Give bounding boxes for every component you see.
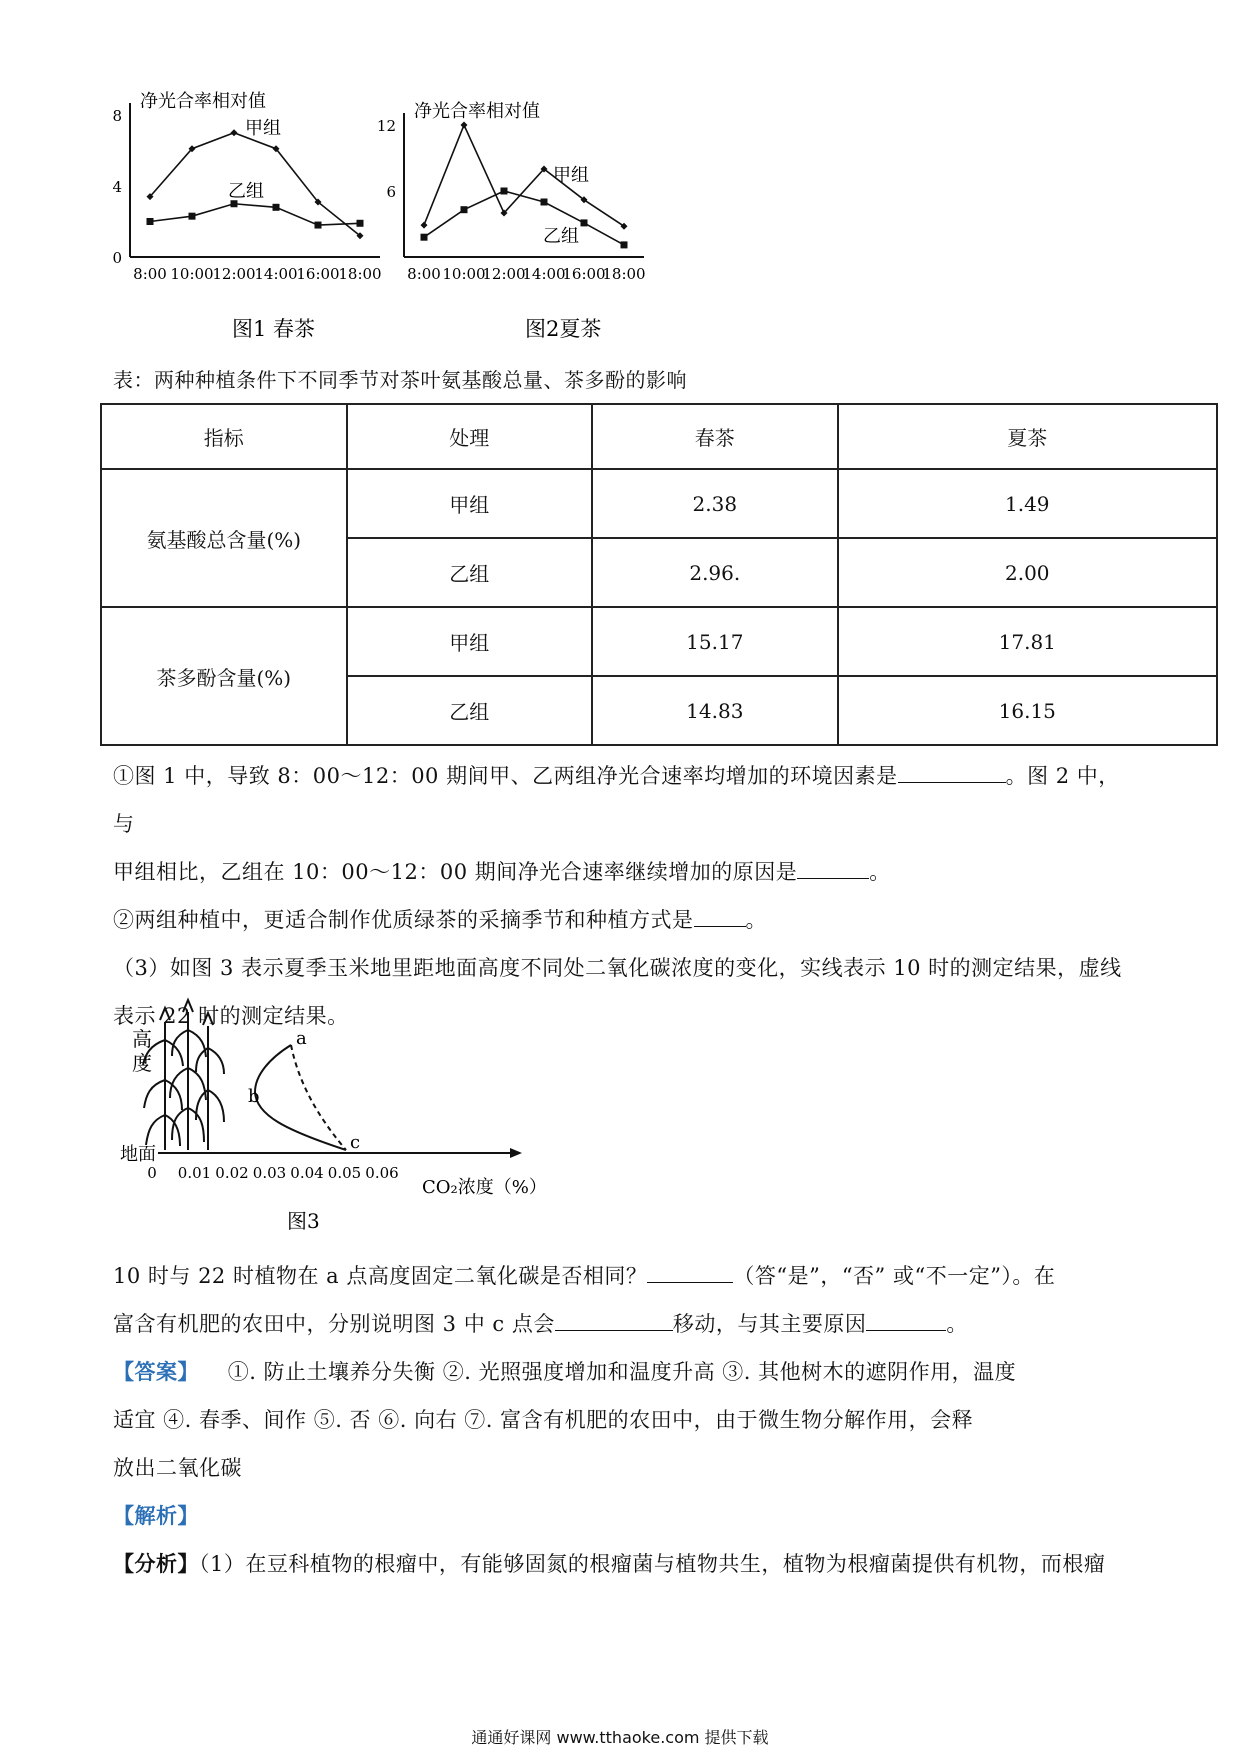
table-cell: 15.17 [592, 607, 838, 676]
fig3-y-label-2: 度 [132, 1051, 152, 1075]
table-cell: 2.96. [592, 538, 838, 607]
fig1-caption: 图1 春茶 [232, 317, 316, 341]
header-summer: 夏茶 [838, 404, 1217, 469]
answer-blank-4[interactable] [647, 1264, 733, 1283]
table-cell: 乙组 [347, 676, 593, 745]
table-cell: 2.00 [838, 538, 1217, 607]
data-point [315, 222, 322, 229]
fig3-x-tick: 0.05 [327, 1164, 362, 1182]
data-point [147, 218, 154, 225]
footer-text: 通通好课网 www.tthaoke.com 提供下载 [471, 1728, 769, 1747]
data-point [357, 220, 364, 227]
q4-text-b: （答“是”，“否” 或“不一定”）。在 [733, 1264, 1056, 1288]
x-tick-label: 18:00 [602, 265, 646, 283]
q4-text-d: 移动，与其主要原因 [672, 1312, 867, 1336]
series-line-1 [150, 204, 360, 225]
data-point [581, 219, 588, 226]
q4-text-a: 10 时与 22 时植物在 a 点高度固定二氧化碳是否相同？ [113, 1264, 648, 1288]
data-point [501, 188, 508, 195]
data-point [621, 241, 628, 248]
answer-line-3: 放出二氧化碳 [113, 1456, 242, 1480]
q1-text-a: ①图 1 中，导致 8：00～12：00 期间甲、乙两组净光合速率均增加的环境因素是 [113, 764, 898, 788]
fig3-x-label: CO₂浓度（%） [422, 1177, 547, 1198]
x-tick-label: 18:00 [338, 265, 382, 283]
table-cell: 16.15 [838, 676, 1217, 745]
y-tick-label: 8 [112, 107, 122, 125]
table-cell: 14.83 [592, 676, 838, 745]
fig3-x-tick: 0.02 [215, 1164, 249, 1182]
data-point [461, 206, 468, 213]
y-axis-label: 净光合率相对值 [140, 91, 266, 112]
header-treatment: 处理 [347, 404, 593, 469]
x-tick-label: 12:00 [212, 265, 256, 283]
figure-2-chart [376, 92, 720, 342]
q2-text: ②两组种植中，更适合制作优质绿茶的采摘季节和种植方式是 [113, 908, 694, 932]
question-1 [113, 752, 1128, 1040]
series-line-0 [424, 125, 624, 226]
fig3-y-label-1: 高 [132, 1027, 152, 1051]
data-point [273, 204, 280, 211]
fig3-axis-arrow [510, 1148, 522, 1158]
fig3-point-a: a [296, 1028, 307, 1049]
x-tick-label: 14:00 [254, 265, 298, 283]
x-tick-label: 10:00 [442, 265, 486, 283]
answer-blank-3[interactable] [694, 908, 746, 927]
x-tick-label: 12:00 [482, 265, 526, 283]
data-point [189, 213, 196, 220]
answer-blank-5[interactable] [555, 1312, 673, 1331]
fig3-x-tick: 0.01 [177, 1164, 212, 1182]
table-cell: 甲组 [347, 469, 593, 538]
q1-text-c: 甲组相比，乙组在 10：00～12：00 期间净光合速率继续增加的原因是 [113, 860, 798, 884]
answer-tag: 【答案】 [113, 1359, 199, 1384]
x-tick-label: 14:00 [522, 265, 566, 283]
table-cell: 甲组 [347, 607, 593, 676]
figure-3-diagram [110, 1000, 610, 1240]
q1-text-b: 。图 2 中，与 [113, 764, 1120, 836]
series-label-0: 甲组 [553, 165, 589, 186]
series-label-0: 甲组 [245, 118, 281, 139]
series-label-1: 乙组 [543, 226, 579, 247]
amino-acid-label: 氨基酸总含量(%) [101, 469, 347, 607]
answer-blank-6[interactable] [866, 1312, 946, 1331]
figure-1-chart [110, 92, 420, 342]
table-cell: 乙组 [347, 538, 593, 607]
x-tick-label: 8:00 [407, 265, 441, 283]
table-cell: 17.81 [838, 607, 1217, 676]
y-axis-label: 净光合率相对值 [414, 101, 540, 122]
y-tick-label: 4 [112, 178, 122, 196]
data-point [421, 234, 428, 241]
answer-blank-2[interactable] [797, 860, 869, 879]
fig3-point-b: b [248, 1086, 260, 1107]
header-spring: 春茶 [592, 404, 838, 469]
x-tick-label: 16:00 [562, 265, 606, 283]
analysis-tag: 【解析】 [113, 1503, 199, 1528]
answer-line-1: ①. 防止土壤养分失衡 ②. 光照强度增加和温度升高 ③. 其他树木的遮阴作用，温度 [227, 1360, 1017, 1384]
fig3-caption: 图3 [287, 1209, 320, 1233]
header-indicator: 指标 [101, 404, 347, 469]
data-point [461, 122, 468, 129]
fig2-caption: 图2夏茶 [525, 317, 602, 341]
data-point [231, 129, 238, 136]
series-label-1: 乙组 [228, 181, 264, 202]
q3-line-1: （3）如图 3 表示夏季玉米地里距地面高度不同处二氧化碳浓度的变化，实线表示 10 时的测定结果，虚线 [113, 956, 1122, 980]
fig3-dashed-curve-22h [291, 1045, 346, 1150]
q2-end: 。 [745, 908, 767, 932]
x-tick-label: 16:00 [296, 265, 340, 283]
x-tick-label: 8:00 [133, 265, 167, 283]
q4-text-e: 。 [946, 1312, 968, 1336]
q4-text-c: 富含有机肥的农田中，分别说明图 3 中 c 点会 [113, 1312, 555, 1336]
y-tick-label: 12 [376, 117, 396, 135]
question-4 [113, 1252, 1128, 1588]
q3-line-2: 表示 22 时的测定结果。 [113, 1004, 349, 1028]
data-table [100, 403, 1218, 746]
q1-text-d: 。 [869, 860, 891, 884]
y-tick-label: 6 [386, 183, 396, 201]
fig3-x-tick: 0 [147, 1164, 157, 1182]
table-cell: 1.49 [838, 469, 1217, 538]
answer-line-2: 适宜 ④. 春季、间作 ⑤. 否 ⑥. 向右 ⑦. 富含有机肥的农田中，由于微生物分解作用，会释 [113, 1408, 974, 1432]
fig3-x-tick: 0.03 [252, 1164, 287, 1182]
fig3-ground-label: 地面 [120, 1144, 156, 1165]
fig3-point-c: c [350, 1132, 361, 1153]
corn-plants-illustration [143, 1000, 224, 1150]
fig3-x-tick: 0.04 [290, 1164, 324, 1182]
fig3-x-tick: 0.06 [365, 1164, 399, 1182]
table-cell: 2.38 [592, 469, 838, 538]
x-tick-label: 10:00 [170, 265, 214, 283]
answer-blank-1[interactable] [898, 764, 1006, 783]
data-point [421, 222, 428, 229]
tea-polyphenol-label: 茶多酚含量(%) [101, 607, 347, 745]
analysis-text: （1）在豆科植物的根瘤中，有能够固氮的根瘤菌与植物共生，植物为根瘤菌提供有机物，而根瘤 [199, 1552, 1106, 1576]
data-point [541, 199, 548, 206]
table-caption: 表：两种种植条件下不同季节对茶叶氨基酸总量、茶多酚的影响 [113, 368, 687, 392]
series-line-1 [424, 191, 624, 245]
analysis-prefix: 【分析】 [113, 1551, 199, 1576]
y-tick-label: 0 [112, 249, 122, 267]
fig3-solid-curve-10h [255, 1045, 346, 1150]
